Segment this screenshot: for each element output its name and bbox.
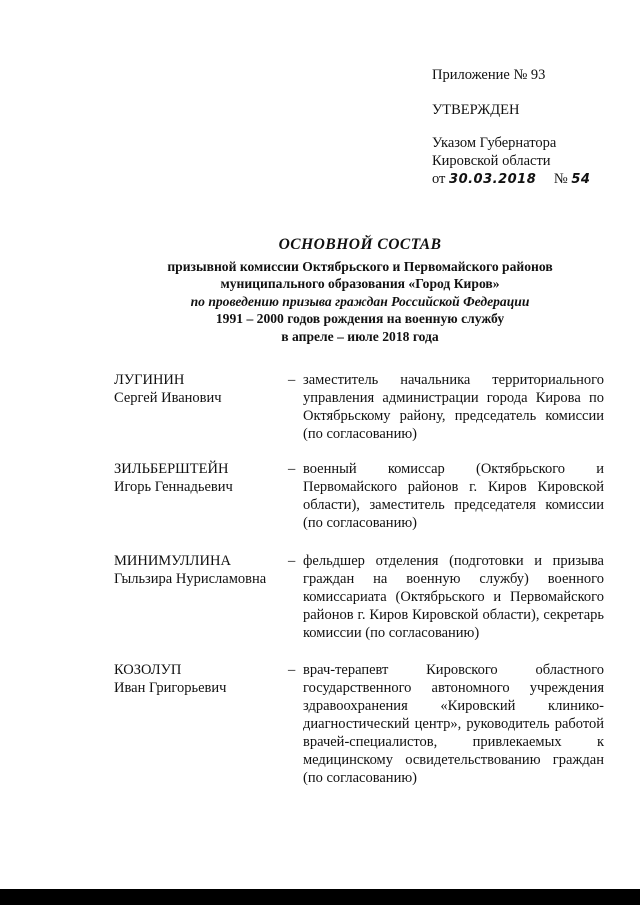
member-dash: –	[288, 553, 296, 569]
heading-line-4: 1991 – 2000 годов рождения на военную службу	[215, 311, 505, 327]
member-dash: –	[288, 461, 296, 477]
member-name	[114, 552, 288, 642]
decree-date-line	[432, 170, 632, 189]
member-entry	[114, 552, 604, 642]
member-given-name: Сергей Иванович	[114, 390, 222, 406]
heading-line-2: муниципального образования «Город Киров»	[220, 276, 500, 292]
scan-edge-bar	[0, 889, 640, 905]
member-name	[114, 371, 288, 443]
member-name	[114, 460, 288, 532]
decree-line-2: Кировской области	[432, 153, 551, 169]
date-prefix: от	[432, 171, 446, 187]
member-surname: ЛУГИНИН	[114, 372, 185, 388]
document-heading	[100, 236, 620, 346]
member-given-name: Гыльзира Нурисламовна	[114, 571, 267, 587]
member-role: заместитель начальника территориального управления администрации города Кирова по Октябрьскому району, председатель комиссии (по согласованию)	[303, 372, 604, 442]
member-entry	[114, 460, 604, 532]
decree-line-1: Указом Губернатора	[432, 135, 557, 151]
appendix-number: Приложение № 93	[432, 67, 546, 83]
handwritten-number: 54	[571, 172, 591, 187]
member-given-name: Иван Григорьевич	[114, 680, 227, 696]
members-list	[114, 371, 604, 787]
member-surname: КОЗОЛУП	[114, 662, 182, 678]
member-given-name: Игорь Геннадьевич	[114, 479, 233, 495]
member-name	[114, 661, 288, 787]
member-entry	[114, 661, 604, 787]
member-role: врач-терапевт Кировского областного государственного автономного учреждения здравоохранения «Кировский клинико-диагностический центр», руководитель работой врачей-специалистов, привлекаемых к медицинскому освидетельствованию граждан (по согласованию)	[303, 662, 604, 786]
number-prefix: №	[553, 171, 568, 187]
heading-line-1: призывной комиссии Октябрьского и Первомайского районов	[167, 258, 553, 274]
heading-line-5: в апреле – июле 2018 года	[281, 328, 439, 344]
member-role: фельдшер отделения (подготовки и призыва граждан на военную службу) военного комиссариата (Октябрьского и Первомайского районов г. Киров Кировской области), секретарь комиссии (по согласованию)	[303, 553, 604, 641]
heading-line-3: по проведению призыва граждан Российской Федерации	[190, 293, 530, 309]
approved-label: УТВЕРЖДЕН	[432, 102, 520, 118]
member-role: военный комиссар (Октябрьского и Первомайского районов г. Киров Кировской области), заместитель председателя комиссии (по согласованию)	[303, 461, 604, 531]
member-dash: –	[288, 372, 296, 388]
member-dash: –	[288, 662, 296, 678]
member-surname: ЗИЛЬБЕРШТЕЙН	[114, 461, 229, 477]
document-title: ОСНОВНОЙ СОСТАВ	[278, 236, 442, 253]
approval-block	[432, 66, 632, 189]
handwritten-date: 30.03.2018	[449, 172, 537, 187]
member-entry	[114, 371, 604, 443]
member-surname: МИНИМУЛЛИНА	[114, 553, 231, 569]
